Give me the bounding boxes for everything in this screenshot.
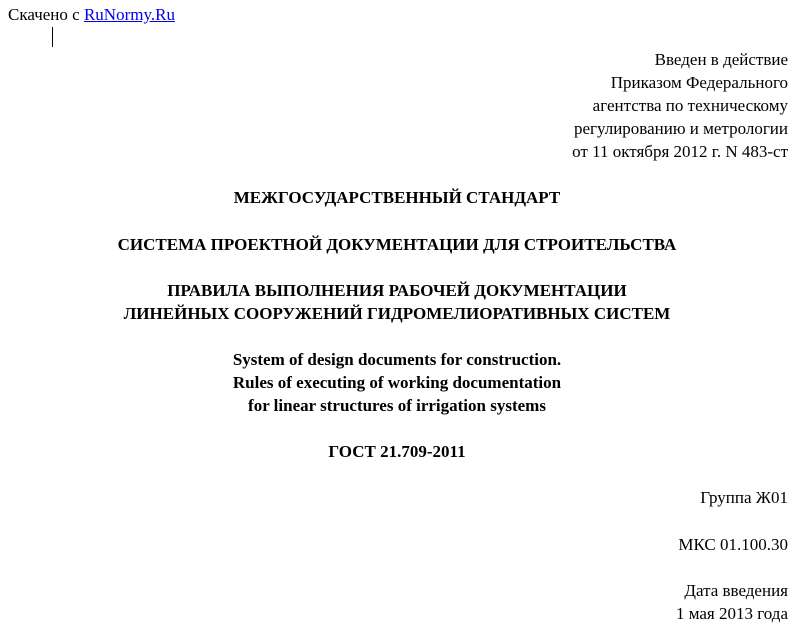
document-title-line: ПРАВИЛА ВЫПОЛНЕНИЯ РАБОЧЕЙ ДОКУМЕНТАЦИИ [167, 281, 627, 300]
enactment-line: Приказом Федерального [610, 73, 788, 92]
enactment-block [572, 48, 788, 163]
effective-date-label: Дата введения [684, 581, 788, 600]
source-link[interactable]: RuNormy.Ru [83, 5, 175, 24]
english-title-line: System of design documents for construction. [232, 350, 562, 369]
english-title-line: Rules of executing of working documentation [232, 373, 562, 392]
english-title [0, 348, 794, 417]
text-cursor [52, 27, 53, 47]
english-title-line: for linear structures of irrigation systems [248, 396, 546, 415]
gost-number: ГОСТ 21.709-2011 [328, 442, 466, 461]
enactment-line: от 11 октября 2012 г. N 483-ст [572, 142, 788, 161]
source-prefix: Скачено с [8, 5, 80, 24]
group-code: Группа Ж01 [700, 488, 788, 507]
standard-type-heading: МЕЖГОСУДАРСТВЕННЫЙ СТАНДАРТ [233, 188, 561, 207]
enactment-line: регулированию и метрологии [573, 119, 788, 138]
system-title: СИСТЕМА ПРОЕКТНОЙ ДОКУМЕНТАЦИИ ДЛЯ СТРОИТЕЛЬСТВА [117, 235, 677, 254]
enactment-line: агентства по техническому [592, 96, 788, 115]
source-line [8, 5, 175, 25]
effective-date-value: 1 мая 2013 года [675, 604, 788, 623]
effective-date-block [676, 579, 788, 625]
mks-code: МКС 01.100.30 [678, 535, 788, 554]
document-title-line: ЛИНЕЙНЫХ СООРУЖЕНИЙ ГИДРОМЕЛИОРАТИВНЫХ СИСТЕМ [123, 304, 671, 323]
document-title [0, 279, 794, 325]
enactment-line: Введен в действие [654, 50, 788, 69]
